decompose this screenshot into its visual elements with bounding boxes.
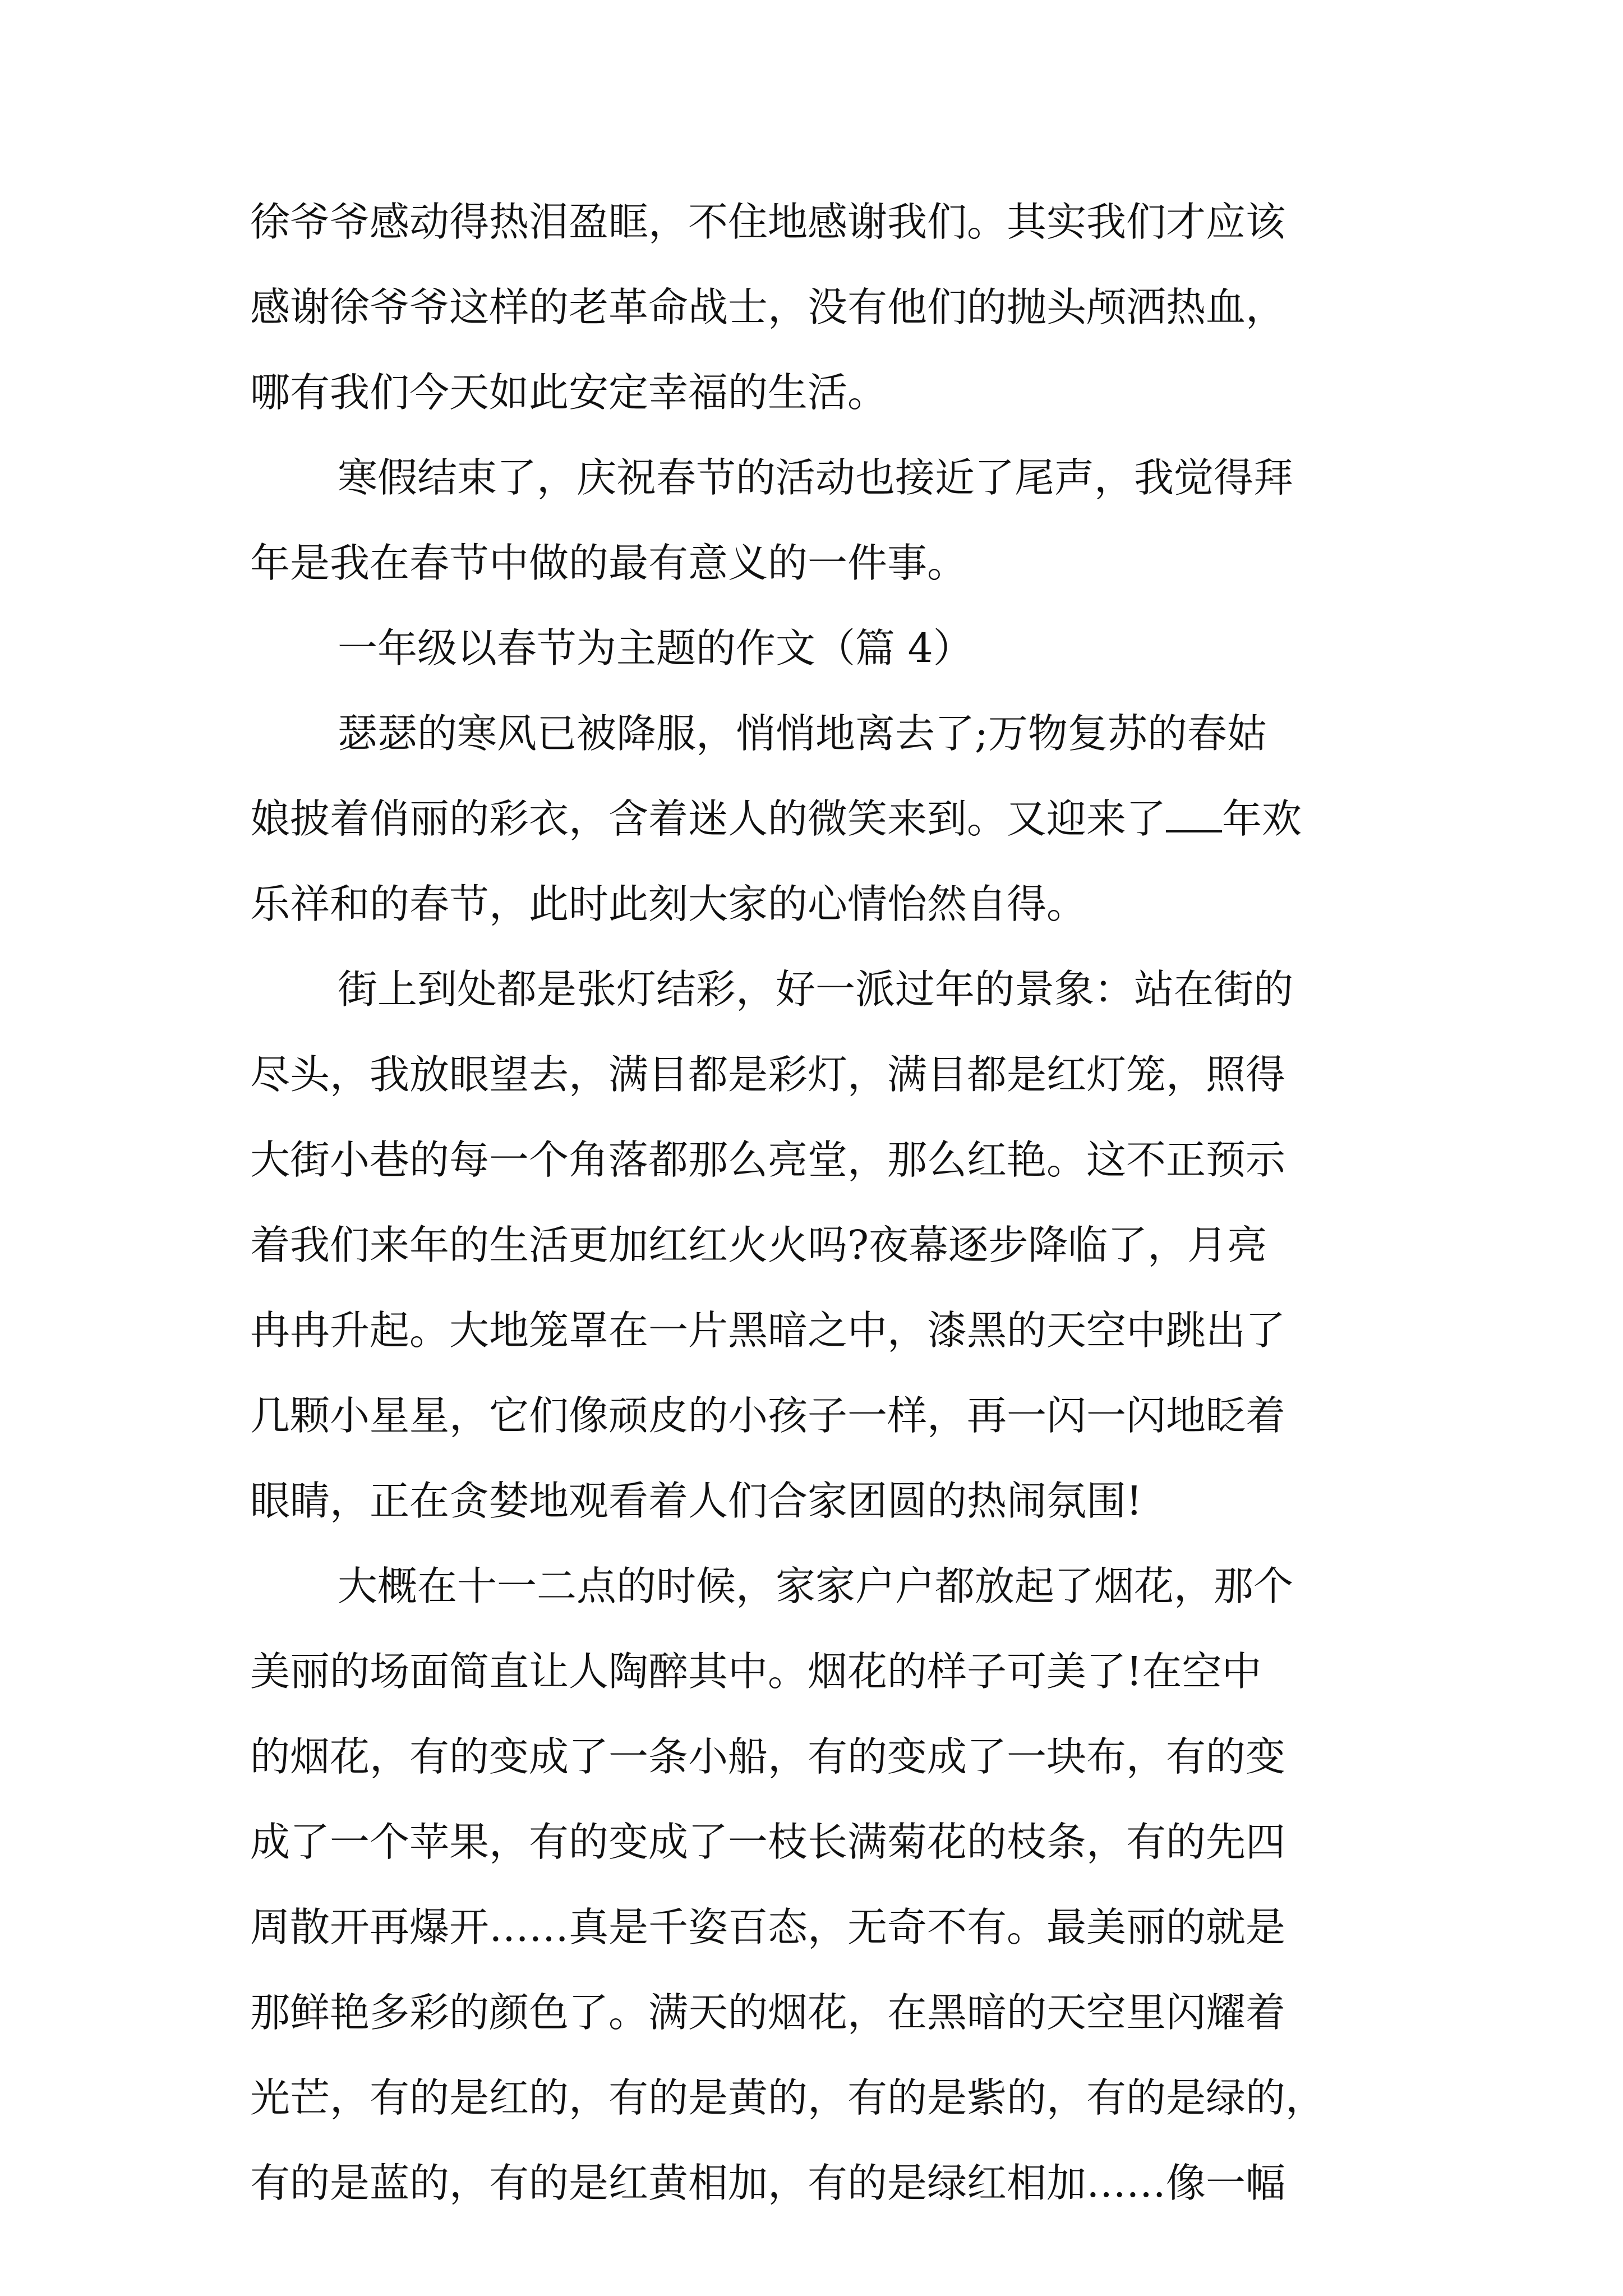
text-line: 大概在十一二点的时候，家家户户都放起了烟花，那个 xyxy=(338,1563,1294,1609)
text-line: 哪有我们今天如此安定幸福的生活。 xyxy=(250,369,888,416)
text-line: 年是我在春节中做的最有意义的一件事。 xyxy=(250,540,967,586)
text-line: 街上到处都是张灯结彩，好一派过年的景象：站在街的 xyxy=(338,966,1294,1013)
text-line: 寒假结束了，庆祝春节的活动也接近了尾声，我觉得拜 xyxy=(338,454,1294,501)
text-line: 感谢徐爷爷这样的老革命战士，没有他们的抛头颅洒热血， xyxy=(250,284,1286,330)
text-line: 瑟瑟的寒风已被降服，悄悄地离去了;万物复苏的春姑 xyxy=(338,710,1267,757)
text-line: 的烟花，有的变成了一条小船，有的变成了一块布，有的变 xyxy=(250,1733,1286,1780)
text-segment: 年欢 xyxy=(1222,795,1302,842)
fill-in-blank xyxy=(1166,798,1222,832)
text-line: 眼睛，正在贪婪地观看着人们合家团圆的热闹氛围! xyxy=(250,1478,1142,1524)
text-line: 成了一个苹果，有的变成了一枝长满菊花的枝条，有的先四 xyxy=(250,1819,1286,1865)
text-line: 大街小巷的每一个角落都那么亮堂，那么红艳。这不正预示 xyxy=(250,1137,1286,1183)
text-line: 几颗小星星，它们像顽皮的小孩子一样，再一闪一闪地眨着 xyxy=(250,1392,1286,1439)
text-line: 有的是蓝的，有的是红黄相加，有的是绿红相加……像一幅 xyxy=(250,2160,1286,2206)
text-line: 周散开再爆开……真是千姿百态，无奇不有。最美丽的就是 xyxy=(250,1904,1286,1950)
text-line xyxy=(250,776,1397,862)
text-segment: 娘披着俏丽的彩衣，含着迷人的微笑来到。又迎来了 xyxy=(250,795,1166,842)
text-line: 乐祥和的春节，此时此刻大家的心情怡然自得。 xyxy=(250,881,1087,927)
text-line: 着我们来年的生活更加红红火火吗?夜幕逐步降临了，月亮 xyxy=(250,1222,1267,1268)
text-line: 尽头，我放眼望去，满目都是彩灯，满目都是红灯笼，照得 xyxy=(250,1051,1286,1098)
text-line: 那鲜艳多彩的颜色了。满天的烟花，在黑暗的天空里闪耀着 xyxy=(250,1989,1286,2036)
text-line: 徐爷爷感动得热泪盈眶，不住地感谢我们。其实我们才应该 xyxy=(250,199,1286,245)
document-body xyxy=(250,180,1397,2226)
section-heading: 一年级以春节为主题的作文（篇 4） xyxy=(338,625,973,671)
text-line: 美丽的场面简直让人陶醉其中。烟花的样子可美了!在空中 xyxy=(250,1648,1262,1695)
text-line: 光芒，有的是红的，有的是黄的，有的是紫的，有的是绿的， xyxy=(250,2074,1326,2121)
text-line: 冉冉升起。大地笼罩在一片黑暗之中，漆黑的天空中跳出了 xyxy=(250,1307,1286,1354)
